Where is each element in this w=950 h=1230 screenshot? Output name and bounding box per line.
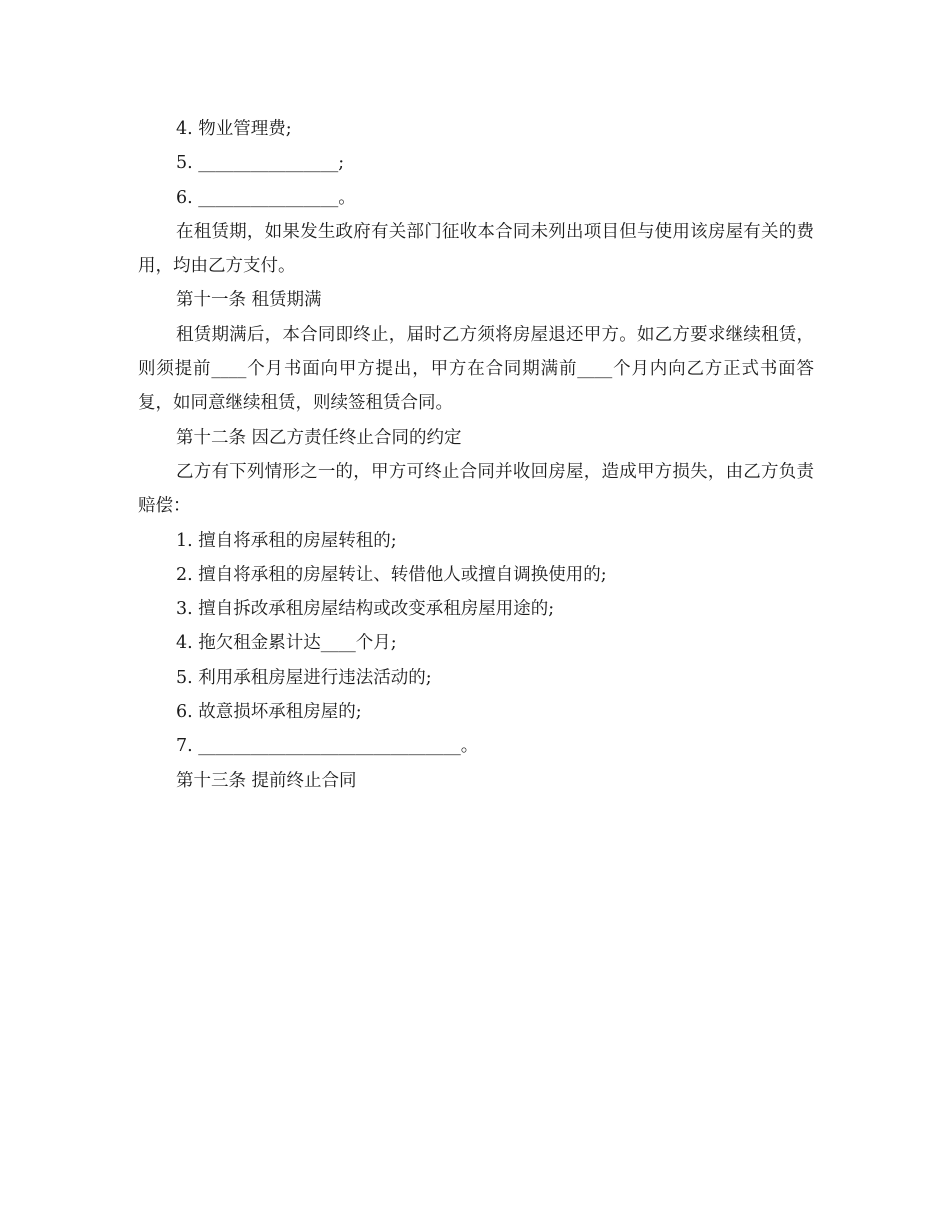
item-property-fee: 4. 物业管理费; [176, 119, 292, 139]
list-item-5: 5. 利用承租房屋进行违法活动的; [176, 667, 432, 688]
document-page [138, 112, 814, 798]
article-13-heading: 第十三条 提前终止合同 [176, 770, 357, 791]
list-item-7: 7. ______________________________。 [176, 736, 479, 757]
paragraph-other-fees: 在租赁期，如果发生政府有关部门征收本合同未列出项目但与使用该房屋有关的费用，均由乙方支付。 [138, 221, 814, 277]
article-12-heading: 第十二条 因乙方责任终止合同的约定 [176, 427, 462, 448]
list-item-4: 4. 拖欠租金累计达____个月; [176, 633, 397, 654]
paragraph-lease-expiry: 租赁期满后，本合同即终止，届时乙方须将房屋退还甲方。如乙方要求继续租赁，则须提前____个月书面向甲方提出，甲方在合同期满前____个月内向乙方正式书面答复，如同意继续租赁，则续签租赁合同。 [138, 324, 814, 414]
article-11-heading: 第十一条 租赁期满 [176, 290, 322, 311]
list-item-1: 1. 擅自将承租的房屋转租的; [176, 530, 397, 551]
list-item-6: 6. 故意损坏承租房屋的; [176, 702, 362, 723]
item-blank-6: 6. ________________。 [176, 187, 356, 208]
list-item-2: 2. 擅自将承租的房屋转让、转借他人或擅自调换使用的; [176, 564, 607, 585]
list-item-3: 3. 擅自拆改承租房屋结构或改变承租房屋用途的; [176, 599, 555, 620]
item-blank-5: 5. ________________; [176, 153, 345, 174]
paragraph-termination-conditions: 乙方有下列情形之一的，甲方可终止合同并收回房屋，造成甲方损失，由乙方负责赔偿： [138, 461, 814, 517]
